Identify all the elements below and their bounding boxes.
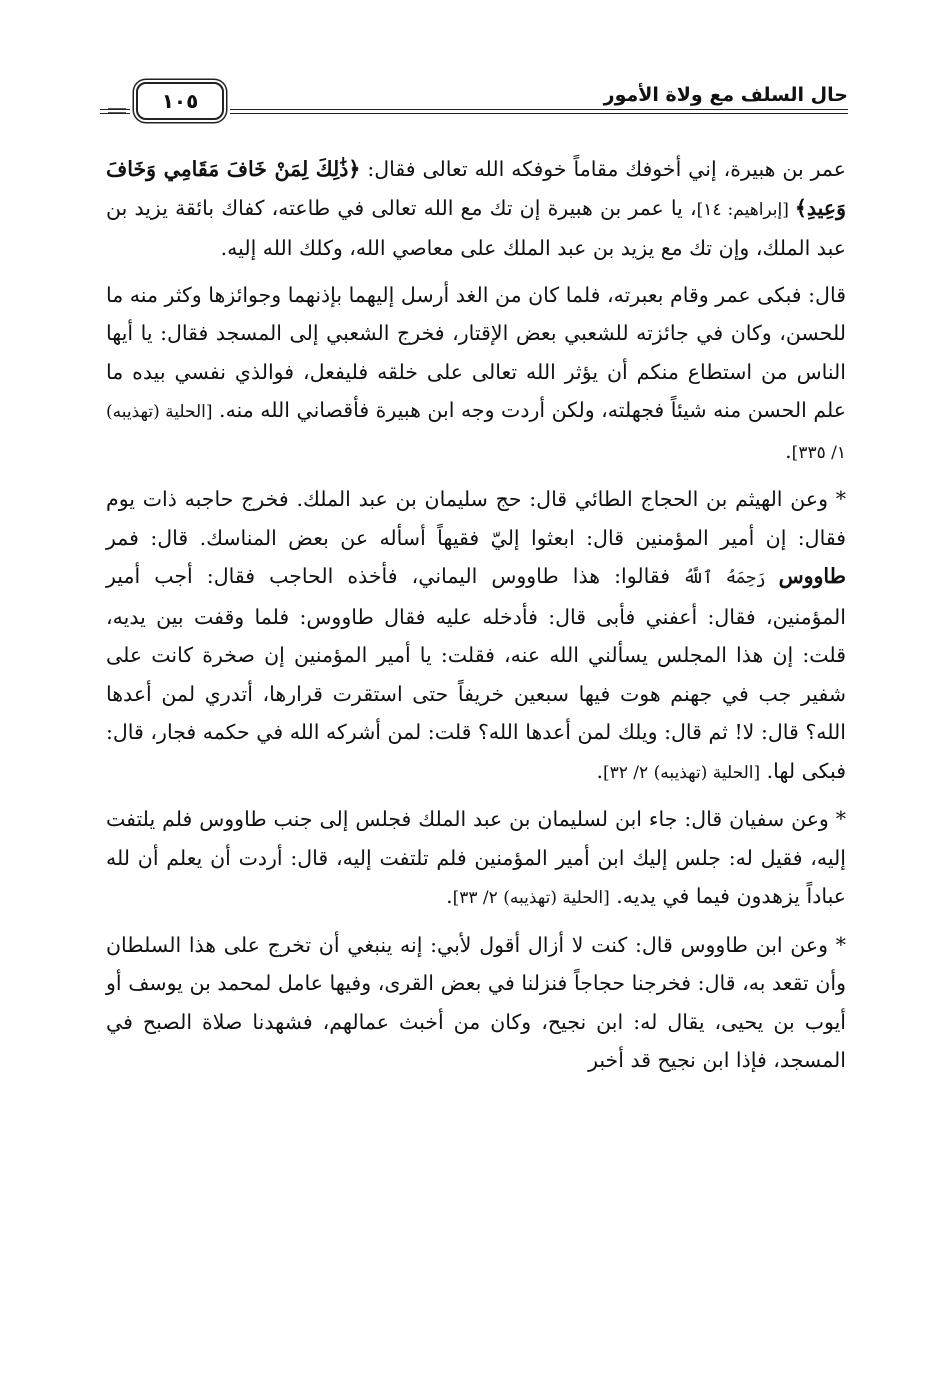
name-highlight: طاووس bbox=[778, 564, 846, 588]
page-header bbox=[100, 70, 848, 130]
paragraph-text: عمر بن هبيرة، إني أخوفك مقاماً خوفكه الله تعالى فقال: bbox=[360, 157, 846, 181]
citation: [الحلية (تهذيبه) ١/ ٣٣٥] bbox=[106, 402, 846, 463]
running-title: حال السلف مع ولاة الأمور bbox=[603, 84, 848, 106]
citation: [الحلية (تهذيبه) ٢/ ٣٣] bbox=[452, 888, 610, 908]
paragraph-1 bbox=[106, 150, 846, 268]
paragraph-2 bbox=[106, 276, 846, 473]
honorific-glyph: رَحِمَهُ ٱللَّهُ bbox=[670, 568, 779, 588]
page-number-frame bbox=[136, 82, 224, 120]
paragraph-text: قال: فبكى عمر وقام بعبرته، فلما كان من الغد أرسل إليهما بإذنهما وجوائزها وكثر منه ما للحسن، وكان في جائزته للشعبي بعض الإقتار، فخرج الشعبي إلى المسجد فقال: يا أيها الناس من استطاع منكم أن يؤثر الله تعالى على خلقه فليفعل، فوالذي نفسي بيده ما علم الحسن منه شيئاً فجهلته، ولكن أردت وجه ابن هبيرة فأقصاني الله منه. bbox=[106, 282, 846, 422]
paragraph-text: ، يا عمر بن هبيرة إن تك مع الله تعالى في طاعته، كفاك بائقة يزيد بن عبد الملك، وإن تك مع يزيد بن عبد الملك على معاصي الله، وكلك الله إليه. bbox=[106, 195, 846, 260]
quran-verse: ﴿ذَٰلِكَ لِمَنْ خَافَ مَقَامِي وَخَافَ وَعِيدِ﴾ bbox=[106, 157, 846, 220]
paragraph-text: * وعن سفيان قال: جاء ابن لسليمان بن عبد الملك فجلس إلى جنب طاووس فلم يلتفت إليه، فقيل له: جلس إليك ابن أمير المؤمنين فلم تلتفت إليه، قال: أردت أن يعلم أن لله عباداً يزهدون فيما في يديه. bbox=[106, 807, 846, 908]
page-body bbox=[106, 150, 846, 1088]
paragraph-5 bbox=[106, 926, 846, 1080]
paragraph-text: . bbox=[785, 438, 792, 463]
paragraph-text: . bbox=[596, 758, 603, 783]
page-number-badge bbox=[130, 82, 230, 120]
paragraph-3 bbox=[106, 480, 846, 792]
paragraph-text: . bbox=[446, 884, 453, 908]
ornament-icon bbox=[108, 102, 126, 120]
citation: [إبراهيم: ١٤] bbox=[696, 199, 795, 220]
paragraph-4 bbox=[106, 800, 846, 918]
citation: [الحلية (تهذيبه) ٢/ ٣٢] bbox=[603, 762, 761, 783]
paragraph-text: فقالوا: هذا طاووس اليماني، فأخذه الحاجب فقال: أجب أمير المؤمنين، فقال: أعفني فأبى قال: فأدخله عليه فقال طاووس: فلما وقفت بين يديه، قلت: إن هذا المجلس يسألني الله عنه، فقلت: يا أمير المؤمنين إن صخرة كانت على شفير جب في جهنم هوت فيها سبعين خريفاً حتى استقرت قرارها، أتدري لمن أعدها الله؟ قال: لا! ثم قال: ويلك لمن أعدها الله؟ قلت: لمن أشركه الله في حكمه فجار، قال: فبكى لها. bbox=[106, 564, 846, 783]
page-number: ١٠٥ bbox=[161, 89, 199, 113]
paragraph-text: * وعن ابن طاووس قال: كنت لا أزال أقول لأبي: إنه ينبغي أن تخرج على هذا السلطان وأن تقعد به، قال: فخرجنا حجاجاً فنزلنا في بعض القرى، وفيها عامل لمحمد بن يوسف أو أيوب بن يحيى، يقال له: ابن نجيح، وكان من أخبث عمالهم، فشهدنا صلاة الصبح في المسجد، فإذا ابن نجيح قد أخبر bbox=[106, 932, 846, 1072]
paragraph-text: * وعن الهيثم بن الحجاج الطائي قال: حج سليمان بن عبد الملك. فخرج حاجبه ذات يوم فقال: إن أمير المؤمنين قال: ابعثوا إليّ فقيهاً أسأله عن بعض المناسك. قال: فمر bbox=[106, 487, 846, 550]
